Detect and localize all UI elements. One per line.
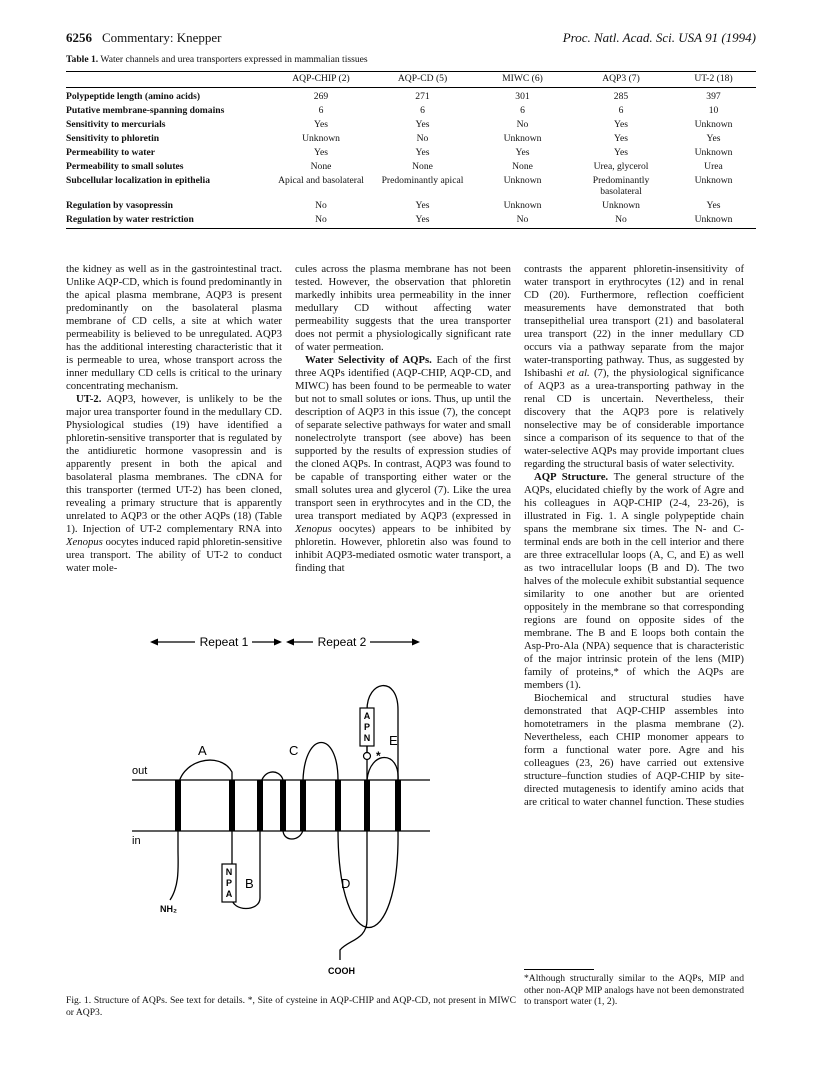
row-label: Putative membrane-spanning domains xyxy=(66,105,225,116)
table-cell: Yes xyxy=(415,200,430,211)
loop-d-label: D xyxy=(341,876,351,891)
table-cell: 269 xyxy=(313,91,329,102)
footnote-rule xyxy=(524,969,594,970)
table-cell: No xyxy=(474,213,571,229)
in-label: in xyxy=(132,835,141,847)
table-cell: Yes xyxy=(415,147,430,158)
polypeptide-chain xyxy=(170,743,398,961)
row-label: Subcellular localization in epithelia xyxy=(66,175,211,186)
loop-b-label: B xyxy=(245,876,254,891)
cysteine-site-marker xyxy=(364,753,371,760)
table-cell: Yes xyxy=(415,119,430,130)
row-label: Permeability to water xyxy=(66,147,155,158)
table-header-row xyxy=(66,72,756,88)
table-cell: Yes xyxy=(371,213,474,229)
column-header: AQP-CHIP (2) xyxy=(271,72,371,88)
column-header: AQP3 (7) xyxy=(571,72,671,88)
text-column-1 xyxy=(66,263,282,575)
table-cell: 6 xyxy=(520,105,525,116)
repeat-1-label: Repeat 1 xyxy=(199,635,249,649)
row-label: Regulation by vasopressin xyxy=(66,200,173,211)
table-cell: No xyxy=(271,213,371,229)
row-label: Permeability to small solutes xyxy=(66,161,184,172)
table-row xyxy=(66,88,756,105)
table-cell: Urea xyxy=(704,161,723,172)
loop-c-label: C xyxy=(289,743,299,758)
column-header: MIWC (6) xyxy=(474,72,571,88)
table-caption xyxy=(66,54,368,65)
repeat-2-label: Repeat 2 xyxy=(317,635,367,649)
table-row xyxy=(66,146,756,160)
paragraph: cules across the plasma membrane has not been tested. However, the observation that phloretin markedly inhibits urea permeability in the inner medullary CD without affecting water permeability suggests that the urea transporter does not permit a physiologically significant rate of water permeation. xyxy=(295,263,511,353)
npa-b-letter: A xyxy=(225,889,233,899)
table-cell: Unknown xyxy=(694,119,733,130)
page-header xyxy=(66,30,756,46)
paragraph: UT-2. AQP3, however, is unlikely to be the major urea transporter found in the medullary CD. Physiological studies (19) have identified a phloretin-sensitive transporter that is regulated by the antidiuretic hormone vasopressin and is apparently present in both the apical and basolateral plasma membranes. The cDNA for this transporter (termed UT-2) has been cloned, revealing a primary structure that is apparently unrelated to AQP3 or the other AQPs (18) (Table 1). Injection of UT-2 complementary RNA into Xenopus oocytes induced rapid phloretin-sensitive urea transport. The ability of UT-2 to conduct water mole- xyxy=(66,393,282,574)
table-row xyxy=(66,160,756,174)
text-column-3 xyxy=(524,263,744,809)
npa-e-letter: P xyxy=(363,722,371,732)
table-cell: No xyxy=(516,119,529,130)
paragraph: contrasts the apparent phloretin-insensitivity of water transport in erythrocytes (12) and in renal CD (20). Furthermore, reflection coefficient measurements have demonstrated that both transepithelial urea transport (21) and basolateral urea transport (22) in the inner medullary CD occurs via a pathway separate from the major water-transporting pathway. Thus, as suggested by Ishibashi et al. (7), the physiological significance of AQP3 as a urea-transporting pathway in the renal CD is uncertain. Nevertheless, their discovery that the AQP3 pore is relatively nonselective may be of considerable importance since a comparison of its sequence to that of the water-selective AQPs may provide important clues regarding the structural basis of water selectivity. xyxy=(524,263,744,470)
table-cell: Yes xyxy=(614,119,628,130)
table-cell: 6 xyxy=(420,105,425,116)
paragraph: AQP Structure. The general structure of the AQPs, elucidated chiefly by the work of Agre and his colleagues in AQP-CHIP (2-4, 23-26), is illustrated in Fig. 1. A single polypeptide chain spans the membrane six times. The N- and C-terminal ends are both in the cell interior and there are three extracellular loops (A, C, and E) as well as two intracellular loops (B and D). The two halves of the molecule exhibit substantial sequence similarity to one another but are oriented oppositely in the membrane so that corresponding regions are found on opposite sides of the membrane. The B and E loops both contain the Asp-Pro-Ala (NPA) sequence that is characteristic of the major intrinsic protein of the lens (MIP) family of proteins,* of which the AQPs are members (1). xyxy=(524,471,744,691)
table-row xyxy=(66,118,756,132)
section-heading: AQP Structure. xyxy=(534,471,609,483)
table-cell: 301 xyxy=(515,91,530,102)
table-cell: Unknown xyxy=(671,213,756,229)
cysteine-asterisk: * xyxy=(376,749,381,763)
table-1 xyxy=(66,71,756,229)
figure-caption xyxy=(66,995,516,1018)
table-cell: Urea, glycerol xyxy=(593,161,649,172)
running-title: Commentary: Knepper xyxy=(102,30,222,45)
table-cell: Yes xyxy=(314,147,328,158)
out-label: out xyxy=(132,765,148,777)
table-row xyxy=(66,132,756,146)
table-cell: 397 xyxy=(706,91,721,102)
journal-citation: Proc. Natl. Acad. Sci. USA 91 (1994) xyxy=(562,30,756,45)
table-cell: Predominantly apical xyxy=(381,175,464,186)
npa-e-letter: A xyxy=(363,711,371,721)
table-cell: 6 xyxy=(318,105,324,116)
n-terminus-label: NH₂ xyxy=(160,904,177,914)
table-caption-label: Table 1. xyxy=(66,54,99,65)
table-cell: 6 xyxy=(618,105,624,116)
loop-e-label: E xyxy=(389,733,398,748)
table-cell: None xyxy=(310,161,332,172)
paragraph: Water Selectivity of AQPs. Each of the first three AQPs identified (AQP-CHIP, AQP-CD, and MIWC) has been found to be permeable to water but not to small solutes or ions. Thus, up until the description of AQP3 in this issue (7), the concept of separate selective pathways for water and small nonelectrolyte transport (see above) has been supported by the results of expression studies of the cloned AQPs. In contrast, AQP3 was found to be capable of transporting either water or the small solutes urea and glycerol (7). Like the urea transport seen in erythrocytes and in the CD, the urea transport mediated by AQP3 (expressed in Xenopus oocytes) appears to be inhibited by phloretin. However, phloretin also was found to inhibit AQP3-mediated osmotic water transport, a finding that xyxy=(295,354,511,574)
table-cell: Unknown xyxy=(503,175,542,186)
table-caption-text: Water channels and urea transporters expressed in mammalian tissues xyxy=(100,54,368,65)
table-row xyxy=(66,213,756,229)
table-cell: Unknown xyxy=(694,175,733,186)
section-heading: Water Selectivity of AQPs. xyxy=(305,354,432,366)
page-number: 6256 xyxy=(66,30,92,45)
text-column-2 xyxy=(295,263,511,575)
table-cell: Unknown xyxy=(503,133,542,144)
row-label: Sensitivity to mercurials xyxy=(66,119,166,130)
row-label: Polypeptide length (amino acids) xyxy=(66,91,201,102)
table-cell: Unknown xyxy=(694,147,733,158)
c-terminus-label: COOH xyxy=(328,966,355,976)
table-cell: Predominantly basolateral xyxy=(592,175,650,197)
paragraph: the kidney as well as in the gastrointestinal tract. Unlike AQP-CD, which is found predominantly in the apical plasma membrane, AQP3 is present predominantly on the basolateral plasma membrane of CD cells, a site at which water permeability is believed to be unregulated. AQP3 has the additional interesting characteristic that it is permeable to urea, whose transport across the inner medullary CD cells is critical to the urinary concentrating mechanism. xyxy=(66,263,282,392)
table-cell: None xyxy=(412,161,433,172)
table-cell: No xyxy=(416,133,429,144)
table-cell: 285 xyxy=(613,91,629,102)
table-cell: Yes xyxy=(706,133,721,144)
paragraph: Biochemical and structural studies have demonstrated that AQP-CHIP assembles into homotetramers in the plasma membrane (2). Nevertheless, each CHIP monomer appears to form a functional water pore. Agre and his colleagues (23, 26) have carried out extensive structure–function studies of AQP-CHIP by site-directed mutagenesis to identify amino acids that are critical to water channel function. These studies xyxy=(524,692,744,808)
row-label: Sensitivity to phloretin xyxy=(66,133,160,144)
table-cell: Yes xyxy=(314,119,328,130)
table-cell: 271 xyxy=(415,91,430,102)
table-cell: Yes xyxy=(614,147,628,158)
npa-b-letter: N xyxy=(225,867,233,877)
transmembrane-domains xyxy=(175,780,401,831)
figure-caption-label: Fig. 1. xyxy=(66,995,92,1006)
table-cell: Yes xyxy=(614,133,628,144)
table-row xyxy=(66,199,756,213)
npa-e-letter: N xyxy=(363,733,371,743)
table-cell: Unknown xyxy=(503,200,542,211)
footnote: *Although structurally similar to the AQPs, MIP and other non-AQP MIP analogs have not been demonstrated to transport water (1, 2). xyxy=(524,973,744,1007)
table-row xyxy=(66,174,756,199)
table-cell: Unknown xyxy=(302,133,340,144)
table-cell: Apical and basolateral xyxy=(278,175,364,186)
table-cell: No xyxy=(571,213,671,229)
figure-caption-text: Structure of AQPs. See text for details. *, Site of cysteine in AQP-CHIP and AQP-CD, not present in MIWC or AQP3. xyxy=(66,995,516,1018)
npa-b-letter: P xyxy=(225,878,233,888)
table-cell: No xyxy=(315,200,327,211)
figure-1-diagram xyxy=(100,630,430,985)
table-cell: 10 xyxy=(708,105,719,116)
table-cell: Unknown xyxy=(602,200,640,211)
table-cell: Yes xyxy=(706,200,721,211)
row-label: Regulation by water restriction xyxy=(66,213,271,229)
column-header: AQP-CD (5) xyxy=(371,72,474,88)
table-row xyxy=(66,104,756,118)
table-cell: Yes xyxy=(515,147,530,158)
loop-a-label: A xyxy=(198,743,207,758)
table-cell: None xyxy=(512,161,533,172)
column-header: UT-2 (18) xyxy=(671,72,756,88)
section-heading: UT-2. xyxy=(76,393,102,405)
